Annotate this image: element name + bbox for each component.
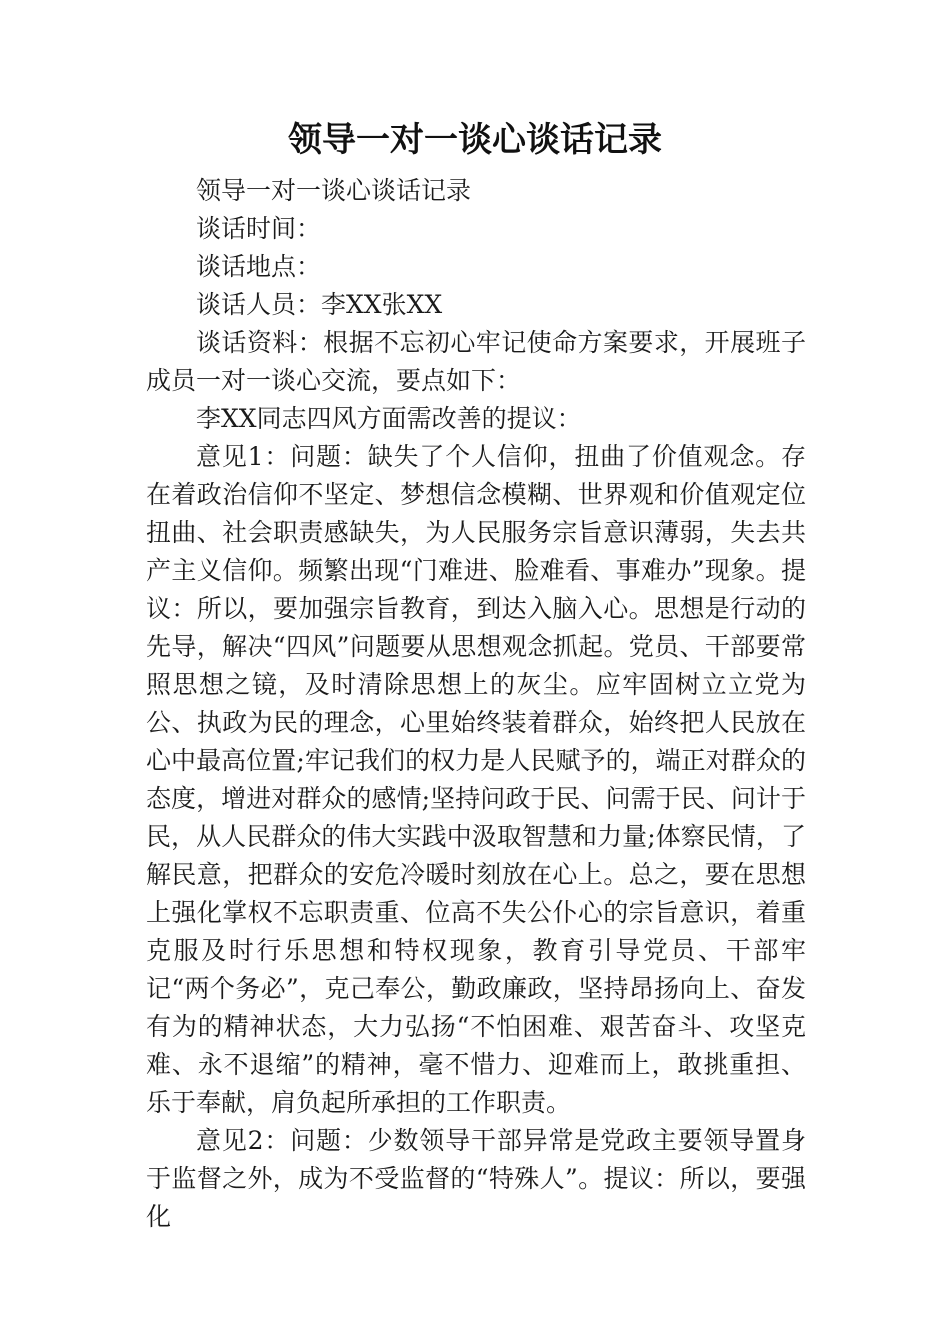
document-title: 领导一对一谈心谈话记录 [288,120,662,160]
document-body [146,172,806,1236]
paragraph-participants: 谈话人员：李XX张XX [196,290,443,319]
paragraph-content: 谈话资料：根据不忘初心牢记使命方案要求，开展班子成员一对一谈心交流，要点如下： [146,328,806,395]
paragraph-opinion-1: 意见1：问题：缺失了个人信仰，扭曲了价值观念。存在着政治信仰不坚定、梦想信念模糊、世界观和价值观定位扭曲、社会职责感缺失，为人民服务宗旨意识薄弱，失去共产主义信仰。频繁出现“门难进、脸难看、事难办”现象。提议：所以，要加强宗旨教育，到达入脑入心。思想是行动的先导，解决“四风”问题要从思想观念抓起。党员、干部要常照思想之镜，及时清除思想上的灰尘。应牢固树立立党为公、执政为民的理念，心里始终装着群众，始终把人民放在心中最高位置;牢记我们的权力是人民赋予的，端正对群众的态度，增进对群众的感情;坚持问政于民、问需于民、问计于民，从人民群众的伟大实践中汲取智慧和力量;体察民情，了解民意，把群众的安危冷暖时刻放在心上。总之，要在思想上强化掌权不忘职责重、位高不失公仆心的宗旨意识，着重克服及时行乐思想和特权现象，教育引导党员、干部牢记“两个务必”，克己奉公，勤政廉政，坚持昂扬向上、奋发有为的精神状态，大力弘扬“不怕困难、艰苦奋斗、攻坚克难、永不退缩”的精神，毫不惜力、迎难而上，敢挑重担、乐于奉献，肩负起所承担的工作职责。 [146,442,806,1117]
paragraph-opinion-2: 意见2：问题：少数领导干部异常是党政主要领导置身于监督之外，成为不受监督的“特殊人”。提议：所以，要强化 [146,1126,806,1231]
paragraph-heading: 领导一对一谈心谈话记录 [196,176,472,205]
paragraph-time: 谈话时间： [196,214,322,243]
paragraph-suggestions-heading: 李XX同志四风方面需改善的提议： [196,404,582,433]
paragraph-location: 谈话地点： [196,252,322,281]
